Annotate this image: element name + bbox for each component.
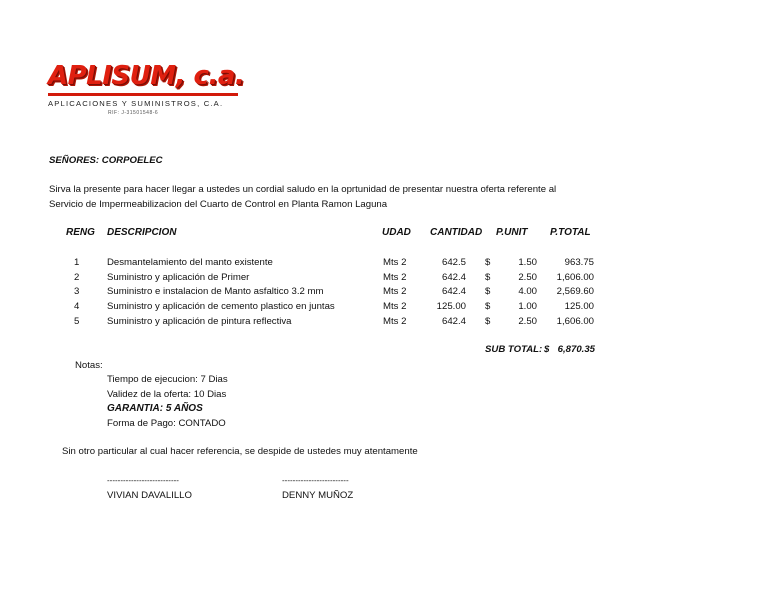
cell-cantidad: 642.4	[441, 286, 466, 297]
cell-ptotal: 1,606.00	[556, 316, 594, 327]
subtotal-value: 6,870.35	[557, 344, 595, 355]
signature-line: -------------------------	[282, 476, 349, 485]
cell-reng: 4	[74, 301, 80, 312]
note-garantia: GARANTIA: 5 AÑOS	[107, 403, 203, 414]
note-validez: Validez de la oferta: 10 Dias	[107, 389, 227, 400]
cell-punit: 1.50	[518, 257, 537, 268]
note-tiempo: Tiempo de ejecucion: 7 Dias	[107, 374, 228, 385]
logo-rif: RIF: J-31501548-6	[108, 110, 159, 116]
cell-cantidad: 642.4	[441, 316, 466, 327]
cell-udad: Mts 2	[383, 257, 407, 268]
signature-name: DENNY MUÑOZ	[282, 490, 354, 501]
header-punit: P.UNIT	[496, 227, 528, 238]
logo-wordmark: APLISUM, c.a.	[48, 61, 245, 91]
cell-currency: $	[485, 286, 491, 297]
cell-descripcion: Desmantelamiento del manto existente	[107, 257, 273, 268]
cell-ptotal: 1,606.00	[556, 272, 594, 283]
cell-descripcion: Suministro e instalacion de Manto asfaltico 3.2 mm	[107, 286, 324, 297]
intro-line-2: Servicio de Impermeabilizacion del Cuarto de Control en Planta Ramon Laguna	[49, 199, 388, 210]
cell-cantidad: 125.00	[436, 301, 466, 312]
cell-punit: 2.50	[518, 272, 537, 283]
closing-text: Sin otro particular al cual hacer referencia, se despide de ustedes muy atentamente	[62, 446, 418, 457]
cell-currency: $	[485, 257, 491, 268]
header-ptotal: P.TOTAL	[550, 227, 591, 238]
logo-underline	[48, 93, 238, 96]
header-cantidad: CANTIDAD	[430, 227, 483, 238]
notes-title: Notas:	[75, 360, 103, 371]
signature-line: ---------------------------	[107, 476, 179, 485]
recipient-heading: SEÑORES: CORPOELEC	[49, 155, 163, 166]
cell-reng: 2	[74, 272, 80, 283]
cell-ptotal: 963.75	[564, 257, 594, 268]
cell-ptotal: 125.00	[564, 301, 594, 312]
logo-tagline: APLICACIONES Y SUMINISTROS, C.A.	[48, 99, 224, 108]
header-descripcion: DESCRIPCION	[107, 227, 177, 238]
cell-udad: Mts 2	[383, 316, 407, 327]
cell-reng: 5	[74, 316, 80, 327]
cell-descripcion: Suministro y aplicación de pintura reflectiva	[107, 316, 292, 327]
cell-udad: Mts 2	[383, 272, 407, 283]
note-pago: Forma de Pago: CONTADO	[107, 418, 226, 429]
header-reng: RENG	[66, 227, 95, 238]
signature-name: VIVIAN DAVALILLO	[107, 490, 192, 501]
cell-udad: Mts 2	[383, 301, 407, 312]
cell-punit: 2.50	[518, 316, 537, 327]
cell-currency: $	[485, 316, 491, 327]
cell-punit: 4.00	[518, 286, 537, 297]
cell-cantidad: 642.5	[441, 257, 466, 268]
subtotal-label: SUB TOTAL:	[485, 344, 543, 355]
subtotal-currency: $	[544, 344, 550, 355]
intro-line-1: Sirva la presente para hacer llegar a ustedes un cordial saludo en la oprtunidad de presentar nuestra oferta referente al	[49, 184, 557, 195]
cell-punit: 1.00	[518, 301, 537, 312]
cell-descripcion: Suministro y aplicación de Primer	[107, 272, 250, 283]
header-udad: UDAD	[382, 227, 411, 238]
cell-udad: Mts 2	[383, 286, 407, 297]
cell-descripcion: Suministro y aplicación de cemento plastico en juntas	[107, 301, 335, 312]
cell-ptotal: 2,569.60	[556, 286, 594, 297]
cell-reng: 1	[74, 257, 80, 268]
company-logo	[48, 62, 248, 122]
cell-reng: 3	[74, 286, 80, 297]
cell-currency: $	[485, 272, 491, 283]
cell-currency: $	[485, 301, 491, 312]
cell-cantidad: 642.4	[441, 272, 466, 283]
